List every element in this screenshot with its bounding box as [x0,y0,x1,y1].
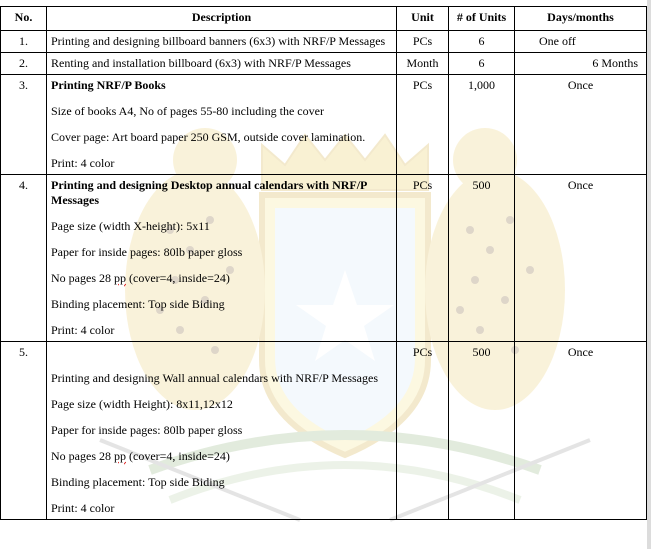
header-days: Days/months [515,7,647,31]
description-title: Printing NRF/P Books [51,78,166,92]
header-unit: Unit [397,7,449,31]
row-units: 6 [449,53,515,75]
text-run: No pages 28 [51,271,114,285]
description-line: Binding placement: Top side Biding [51,475,225,489]
description-line: Paper for inside pages: 80lb paper gloss [51,423,243,437]
specification-table [0,6,647,520]
description-title: Printing and designing Desktop annual calendars with NRF/P Messages [51,178,367,207]
description-line [51,449,392,464]
header-row [1,7,647,31]
row-units: 500 [449,175,515,342]
table-row [1,31,647,53]
row-description [47,175,397,342]
table-row [1,342,647,520]
description-line: Page size (width Height): 8x11,12x12 [51,397,233,411]
description-line [51,271,392,286]
description-line: Print: 4 color [51,323,115,337]
row-days: Once [515,75,647,175]
row-number: 1. [1,31,47,53]
row-unit: PCs [397,31,449,53]
text-run: (cover=4, inside=24) [126,271,230,285]
row-days: Once [515,342,647,520]
header-no: No. [1,7,47,31]
text-run: (cover=4, inside=24) [126,449,230,463]
row-description [47,342,397,520]
page-edge [647,0,651,549]
description-line: Binding placement: Top side Biding [51,297,225,311]
row-description [47,31,397,53]
description-line: Cover page: Art board paper 250 GSM, outside cover lamination. [51,130,366,144]
header-description: Description [47,7,397,31]
row-number: 3. [1,75,47,175]
row-description [47,53,397,75]
description-line: Printing and designing Wall annual calendars with NRF/P Messages [51,371,378,385]
text-run: No pages 28 [51,449,114,463]
description-line: Size of books A4, No of pages 55-80 including the cover [51,104,324,118]
table-row [1,53,647,75]
description-line: Renting and installation billboard (6x3) with NRF/P Messages [51,56,351,70]
row-units: 500 [449,342,515,520]
blank-line [51,345,392,360]
row-number: 2. [1,53,47,75]
text-run: pp [114,449,126,463]
description-line: Paper for inside pages: 80lb paper gloss [51,245,243,259]
table-row [1,75,647,175]
row-unit: PCs [397,342,449,520]
row-days: Once [515,175,647,342]
row-days: One off [515,31,647,53]
row-unit: PCs [397,175,449,342]
row-unit: PCs [397,75,449,175]
description-line: Print: 4 color [51,156,115,170]
row-units: 1,000 [449,75,515,175]
description-line: Printing and designing billboard banners (6x3) with NRF/P Messages [51,34,386,48]
header-units: # of Units [449,7,515,31]
row-description [47,75,397,175]
row-number: 4. [1,175,47,342]
description-line: Page size (width X-height): 5x11 [51,219,210,233]
table-row [1,175,647,342]
text-run: pp [114,271,126,285]
row-number: 5. [1,342,47,520]
description-line: Print: 4 color [51,501,115,515]
row-units: 6 [449,31,515,53]
row-days: 6 Months [515,53,647,75]
row-unit: Month [397,53,449,75]
